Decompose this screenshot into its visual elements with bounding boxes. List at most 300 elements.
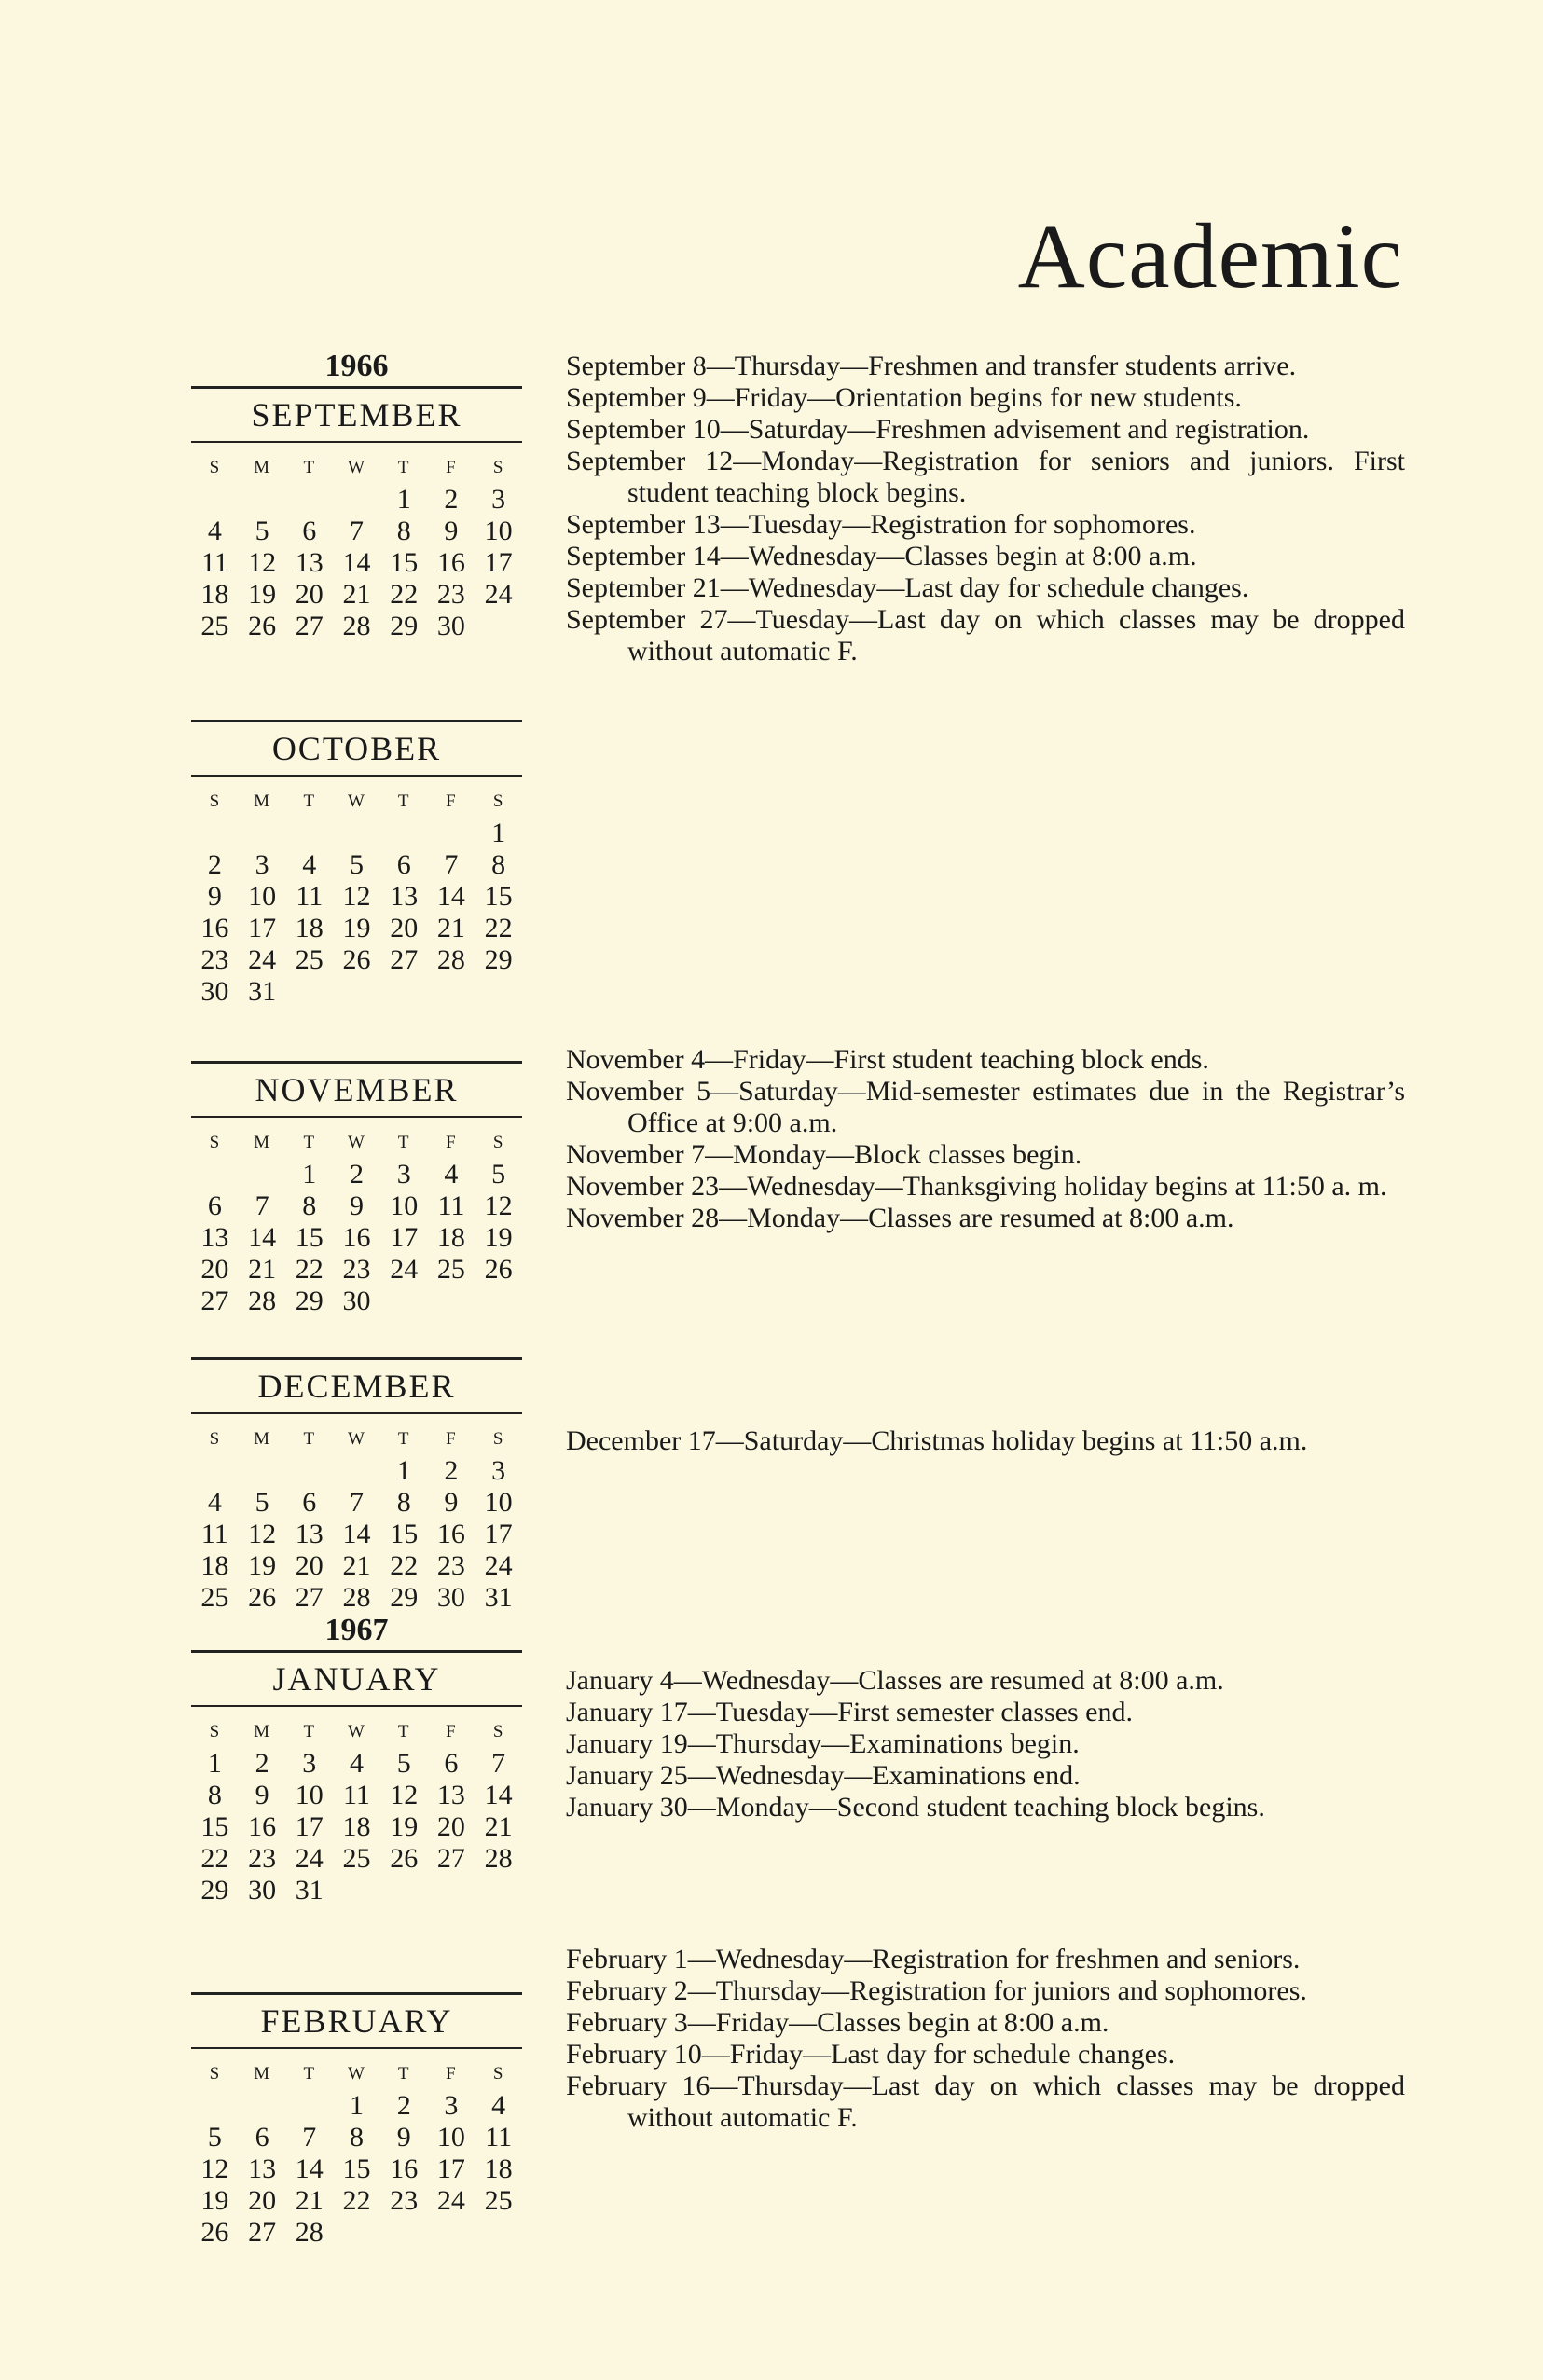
month-name: SEPTEMBER [251,396,462,433]
calendar-day: 31 [484,1582,513,1613]
calendar-day: 1 [302,1159,317,1190]
calendar-day: 30 [200,976,229,1007]
events-january [566,1665,1405,1823]
calendar-day: 31 [295,1875,324,1905]
calendar-event: February 16—Thursday—Last day on which classes may be dropped without automatic F. [566,2070,1405,2133]
weekday-label: T [397,458,410,477]
calendar-day: 27 [248,2217,277,2248]
month-rule-bottom [191,441,522,443]
calendar-week [191,976,522,1008]
calendar-event: January 25—Wednesday—Examinations end. [566,1760,1081,1791]
calendar-day: 14 [342,547,371,578]
calendar-day: 12 [390,1780,419,1810]
calendar-day [239,818,286,849]
calendar-day: 27 [436,1843,465,1874]
calendar-day [428,818,475,849]
calendar-day: 10 [484,1487,513,1518]
calendar-day [285,818,333,849]
calendar-january [191,1611,522,1906]
calendar-day: 11 [437,1190,465,1221]
calendar-day: 24 [436,2185,465,2216]
month-rule-bottom [191,2047,522,2049]
calendar-day: 20 [436,1811,465,1842]
calendar-day: 15 [295,1222,324,1253]
calendar-day: 2 [396,2090,411,2121]
month-rule-bottom [191,775,522,777]
calendar-day: 8 [396,1487,411,1518]
calendar-day: 26 [200,2217,229,2248]
calendar-day: 10 [390,1190,419,1221]
calendar-day: 20 [248,2185,277,2216]
calendar-day: 21 [248,1254,277,1285]
calendar-event: January 19—Thursday—Examinations begin. [566,1728,1080,1759]
weekday-label: T [303,1722,316,1741]
calendar-day: 16 [390,2153,419,2184]
calendar-day: 7 [349,1487,364,1518]
weekday-label: F [446,1722,457,1741]
calendar-day: 11 [200,547,228,578]
weekday-label: S [209,1722,221,1741]
calendar-day: 4 [349,1748,364,1779]
calendar-day [239,1455,286,1487]
calendar-day: 2 [444,1455,459,1486]
calendar-day [191,1159,239,1190]
events-february [566,1944,1405,2134]
calendar-day: 2 [255,1748,269,1779]
calendar-day: 18 [295,913,324,943]
calendar-day: 5 [396,1748,411,1779]
calendar-day: 26 [248,611,277,641]
calendar-day: 10 [295,1780,324,1810]
calendar-day: 16 [436,1519,465,1549]
calendar-day: 12 [342,881,371,912]
calendar-day: 25 [200,1582,229,1613]
weekday-header [191,2058,522,2090]
calendar-day: 18 [200,1550,229,1581]
weekday-label: W [348,1133,365,1152]
weekday-label: W [348,791,365,811]
weekday-label: S [209,2064,221,2084]
calendar-day: 6 [302,1487,317,1518]
calendar-week [191,1487,522,1519]
calendar-day: 17 [295,1811,324,1842]
calendar-week [191,1748,522,1780]
calendar-day: 24 [484,579,513,610]
calendar-year [191,1022,522,1061]
calendar-day: 3 [491,1455,506,1486]
calendar-december [191,1318,522,1614]
calendar-day: 28 [436,944,465,975]
calendar-day: 8 [207,1780,222,1810]
calendar-week [191,1582,522,1614]
calendar-week [191,1519,522,1550]
calendar-week [191,913,522,944]
calendar-day: 13 [200,1222,229,1253]
calendar-day: 1 [491,818,506,848]
calendar-day: 22 [342,2185,371,2216]
calendar-year: 1967 [324,1613,389,1647]
calendar-day: 3 [302,1748,317,1779]
calendar-day: 25 [436,1254,465,1285]
calendar-day [239,484,286,516]
calendar-day: 26 [342,944,371,975]
calendar-day [380,1286,428,1317]
weekday-label: W [348,2064,365,2084]
calendar-day: 6 [444,1748,459,1779]
weekday-label: T [303,1429,316,1449]
calendar-day: 17 [436,2153,465,2184]
calendar-day [333,1455,380,1487]
calendar-day [285,976,333,1008]
weekday-label: S [492,2064,504,2084]
calendar-day: 12 [200,2153,229,2184]
calendar-october [191,681,522,1008]
weekday-label: F [446,1429,457,1449]
calendar-day: 6 [207,1190,222,1221]
calendar-day [475,611,522,642]
weekday-header [191,786,522,818]
calendar-day: 3 [255,849,269,880]
weekday-label: M [254,1722,271,1741]
calendar-day: 6 [302,516,317,546]
calendar-event: February 2—Thursday—Registration for juniors and sophomores. [566,1975,1307,2006]
calendar-day [333,818,380,849]
calendar-day: 9 [444,516,459,546]
calendar-event: September 10—Saturday—Freshmen advisement and registration. [566,414,1310,445]
calendar-day: 5 [255,1487,269,1518]
calendar-day: 9 [444,1487,459,1518]
calendar-day: 14 [248,1222,277,1253]
weekday-label: M [254,2064,271,2084]
calendar-day: 11 [200,1519,228,1549]
calendar-day: 23 [390,2185,419,2216]
calendar-day: 10 [248,881,277,912]
calendar-year [191,1953,522,1992]
calendar-day: 23 [248,1843,277,1874]
calendar-day: 21 [295,2185,324,2216]
calendar-day: 9 [349,1190,364,1221]
calendar-day: 27 [295,611,324,641]
calendar-day: 8 [396,516,411,546]
calendar-week [191,1159,522,1190]
calendar-day: 18 [436,1222,465,1253]
calendar-event: November 4—Friday—First student teaching block ends. [566,1044,1209,1075]
calendar-week [191,1780,522,1811]
weekday-header [191,1127,522,1159]
calendar-event: December 17—Saturday—Christmas holiday begins at 11:50 a.m. [566,1425,1308,1456]
weekday-label: M [254,1133,271,1152]
calendar-day: 24 [390,1254,419,1285]
calendar-day: 11 [296,881,324,912]
calendar-day [428,1875,475,1906]
calendar-week [191,1455,522,1487]
calendar-day: 23 [200,944,229,975]
calendar-day: 22 [390,1550,419,1581]
calendar-event: November 7—Monday—Block classes begin. [566,1139,1082,1170]
calendar-day: 28 [295,2217,324,2248]
calendar-event: January 17—Tuesday—First semester classes end. [566,1697,1133,1727]
calendar-day: 16 [200,913,229,943]
month-name: DECEMBER [257,1368,456,1405]
calendar-event: January 30—Monday—Second student teaching block begins. [566,1792,1265,1823]
calendar-week [191,1190,522,1222]
weekday-header [191,1716,522,1748]
calendar-week [191,2090,522,2122]
calendar-week [191,2153,522,2185]
month-name: OCTOBER [271,730,442,767]
calendar-day: 24 [484,1550,513,1581]
calendar-day: 3 [396,1159,411,1190]
calendar-event: September 13—Tuesday—Registration for sophomores. [566,509,1196,540]
calendar-week [191,2217,522,2249]
calendar-day [428,976,475,1008]
calendar-day: 23 [342,1254,371,1285]
calendar-day: 19 [248,579,277,610]
calendar-february [191,1953,522,2249]
calendar-day: 24 [295,1843,324,1874]
calendar-day: 15 [342,2153,371,2184]
events-december [566,1425,1405,1457]
calendar-day [239,2090,286,2122]
month-rule-bottom [191,1412,522,1414]
calendar-day: 15 [484,881,513,912]
calendar-event: January 4—Wednesday—Classes are resumed at 8:00 a.m. [566,1665,1224,1696]
calendar-day: 21 [342,579,371,610]
calendar-day: 4 [207,1487,222,1518]
calendar-day [475,976,522,1008]
calendar-event: September 8—Thursday—Freshmen and transfer students arrive. [566,351,1297,381]
calendar-day [380,976,428,1008]
calendar-day: 30 [342,1286,371,1316]
weekday-label: T [397,2064,410,2084]
calendar-day: 18 [342,1811,371,1842]
calendar-week [191,1222,522,1254]
calendar-day: 11 [343,1780,370,1810]
calendar-day: 28 [248,1286,277,1316]
calendar-day: 4 [444,1159,459,1190]
weekday-label: T [303,2064,316,2084]
calendar-day: 9 [207,881,222,912]
calendar-day: 30 [248,1875,277,1905]
calendar-day: 8 [491,849,506,880]
calendar-day: 23 [436,579,465,610]
weekday-label: M [254,458,271,477]
weekday-label: S [209,458,221,477]
calendar-day: 17 [390,1222,419,1253]
calendar-day: 16 [248,1811,277,1842]
calendar-day: 20 [295,579,324,610]
calendar-week [191,944,522,976]
calendar-day: 19 [248,1550,277,1581]
weekday-label: F [446,458,457,477]
calendar-event: November 5—Saturday—Mid-semester estimates due in the Registrar’s Office at 9:00 a.m. [566,1076,1405,1138]
calendar-week [191,1811,522,1843]
calendar-day: 21 [436,913,465,943]
calendar-day: 13 [436,1780,465,1810]
calendar-day: 1 [207,1748,222,1779]
calendar-day: 27 [390,944,419,975]
calendar-day: 1 [396,1455,411,1486]
calendar-day [475,1875,522,1906]
weekday-label: T [303,458,316,477]
calendar-day: 17 [248,913,277,943]
calendar-year [191,1318,522,1357]
calendar-day: 28 [342,1582,371,1613]
calendar-week [191,1254,522,1286]
weekday-label: F [446,2064,457,2084]
calendar-day [285,484,333,516]
calendar-week [191,1843,522,1875]
calendar-week [191,579,522,611]
calendar-day: 5 [491,1159,506,1190]
calendar-day: 15 [390,547,419,578]
calendar-day [380,818,428,849]
month-name: FEBRUARY [260,2002,453,2040]
calendar-week [191,849,522,881]
calendar-day: 20 [390,913,419,943]
calendar-day: 19 [390,1811,419,1842]
calendar-day: 5 [255,516,269,546]
calendar-day: 8 [302,1190,317,1221]
calendar-day: 20 [295,1550,324,1581]
weekday-label: S [492,458,504,477]
calendar-year: 1966 [324,349,389,383]
calendar-day: 14 [484,1780,513,1810]
calendar-day: 17 [484,547,513,578]
events-september [566,351,1405,667]
calendar-day: 29 [484,944,513,975]
month-name: JANUARY [272,1660,441,1698]
weekday-label: M [254,791,271,811]
weekday-label: T [303,1133,316,1152]
calendar-day: 1 [396,484,411,515]
weekday-label: S [492,791,504,811]
calendar-day: 19 [484,1222,513,1253]
calendar-day: 5 [207,2122,222,2153]
calendar-day: 18 [200,579,229,610]
calendar-day [380,2217,428,2249]
calendar-day: 25 [200,611,229,641]
calendar-week [191,1875,522,1906]
calendar-november [191,1022,522,1317]
calendar-day: 21 [484,1811,513,1842]
calendar-week [191,2185,522,2217]
weekday-label: T [397,791,410,811]
calendar-day: 25 [295,944,324,975]
calendar-day: 5 [349,849,364,880]
calendar-day: 29 [200,1875,229,1905]
calendar-day: 24 [248,944,277,975]
weekday-header [191,452,522,484]
calendar-day: 26 [248,1582,277,1613]
calendar-week [191,484,522,516]
calendar-day: 4 [302,849,317,880]
month-name: NOVEMBER [255,1071,459,1108]
calendar-day: 30 [436,1582,465,1613]
calendar-day: 29 [390,611,419,641]
calendar-day: 2 [207,849,222,880]
calendar-day: 23 [436,1550,465,1581]
calendar-day: 22 [390,579,419,610]
calendar-day [285,1455,333,1487]
calendar-day: 7 [255,1190,269,1221]
calendar-event: February 1—Wednesday—Registration for freshmen and seniors. [566,1944,1301,1974]
calendar-event: September 12—Monday—Registration for seniors and juniors. First student teaching block begins. [566,446,1405,508]
calendar-week [191,611,522,642]
calendar-day: 14 [295,2153,324,2184]
calendar-day: 3 [491,484,506,515]
weekday-label: W [348,1429,365,1449]
calendar-day [239,1159,286,1190]
calendar-day: 27 [295,1582,324,1613]
calendar-day: 6 [255,2122,269,2153]
calendar-day: 28 [342,611,371,641]
events-november [566,1044,1405,1234]
weekday-label: W [348,458,365,477]
calendar-day: 16 [436,547,465,578]
weekday-label: S [209,1133,221,1152]
calendar-week [191,1550,522,1582]
calendar-day: 17 [484,1519,513,1549]
calendar-day [191,818,239,849]
calendar-day: 12 [484,1190,513,1221]
calendar-day: 2 [444,484,459,515]
weekday-label: T [303,791,316,811]
calendar-day: 19 [342,913,371,943]
weekday-label: T [397,1133,410,1152]
month-rule-bottom [191,1116,522,1118]
calendar-week [191,516,522,547]
weekday-label: S [209,791,221,811]
calendar-event: February 3—Friday—Classes begin at 8:00 a.m. [566,2007,1109,2038]
calendar-day: 7 [302,2122,317,2153]
calendar-day: 19 [200,2185,229,2216]
calendar-day: 26 [484,1254,513,1285]
calendar-day: 10 [436,2122,465,2153]
weekday-label: S [209,1429,221,1449]
weekday-header [191,1424,522,1455]
calendar-event: September 21—Wednesday—Last day for schedule changes. [566,572,1249,603]
calendar-day: 7 [349,516,364,546]
calendar-day [333,976,380,1008]
calendar-event: February 10—Friday—Last day for schedule changes. [566,2039,1176,2070]
calendar-event: November 23—Wednesday—Thanksgiving holiday begins at 11:50 a. m. [566,1171,1387,1202]
weekday-label: S [492,1429,504,1449]
calendar-day: 9 [396,2122,411,2153]
calendar-day: 4 [491,2090,506,2121]
calendar-week [191,547,522,579]
calendar-day: 13 [295,1519,324,1549]
calendar-day: 9 [255,1780,269,1810]
calendar-day: 11 [485,2122,513,2153]
calendar-day: 4 [207,516,222,546]
calendar-day: 22 [295,1254,324,1285]
calendar-week [191,881,522,913]
weekday-label: W [348,1722,365,1741]
calendar-event: November 28—Monday—Classes are resumed at 8:00 a.m. [566,1203,1234,1233]
weekday-label: F [446,1133,457,1152]
calendar-day [428,2217,475,2249]
calendar-day [191,484,239,516]
calendar-day: 28 [484,1843,513,1874]
weekday-label: S [492,1722,504,1741]
calendar-day: 13 [390,881,419,912]
calendar-day [428,1286,475,1317]
calendar-day: 6 [396,849,411,880]
calendar-day: 22 [484,913,513,943]
weekday-label: T [397,1429,410,1449]
weekday-label: F [446,791,457,811]
